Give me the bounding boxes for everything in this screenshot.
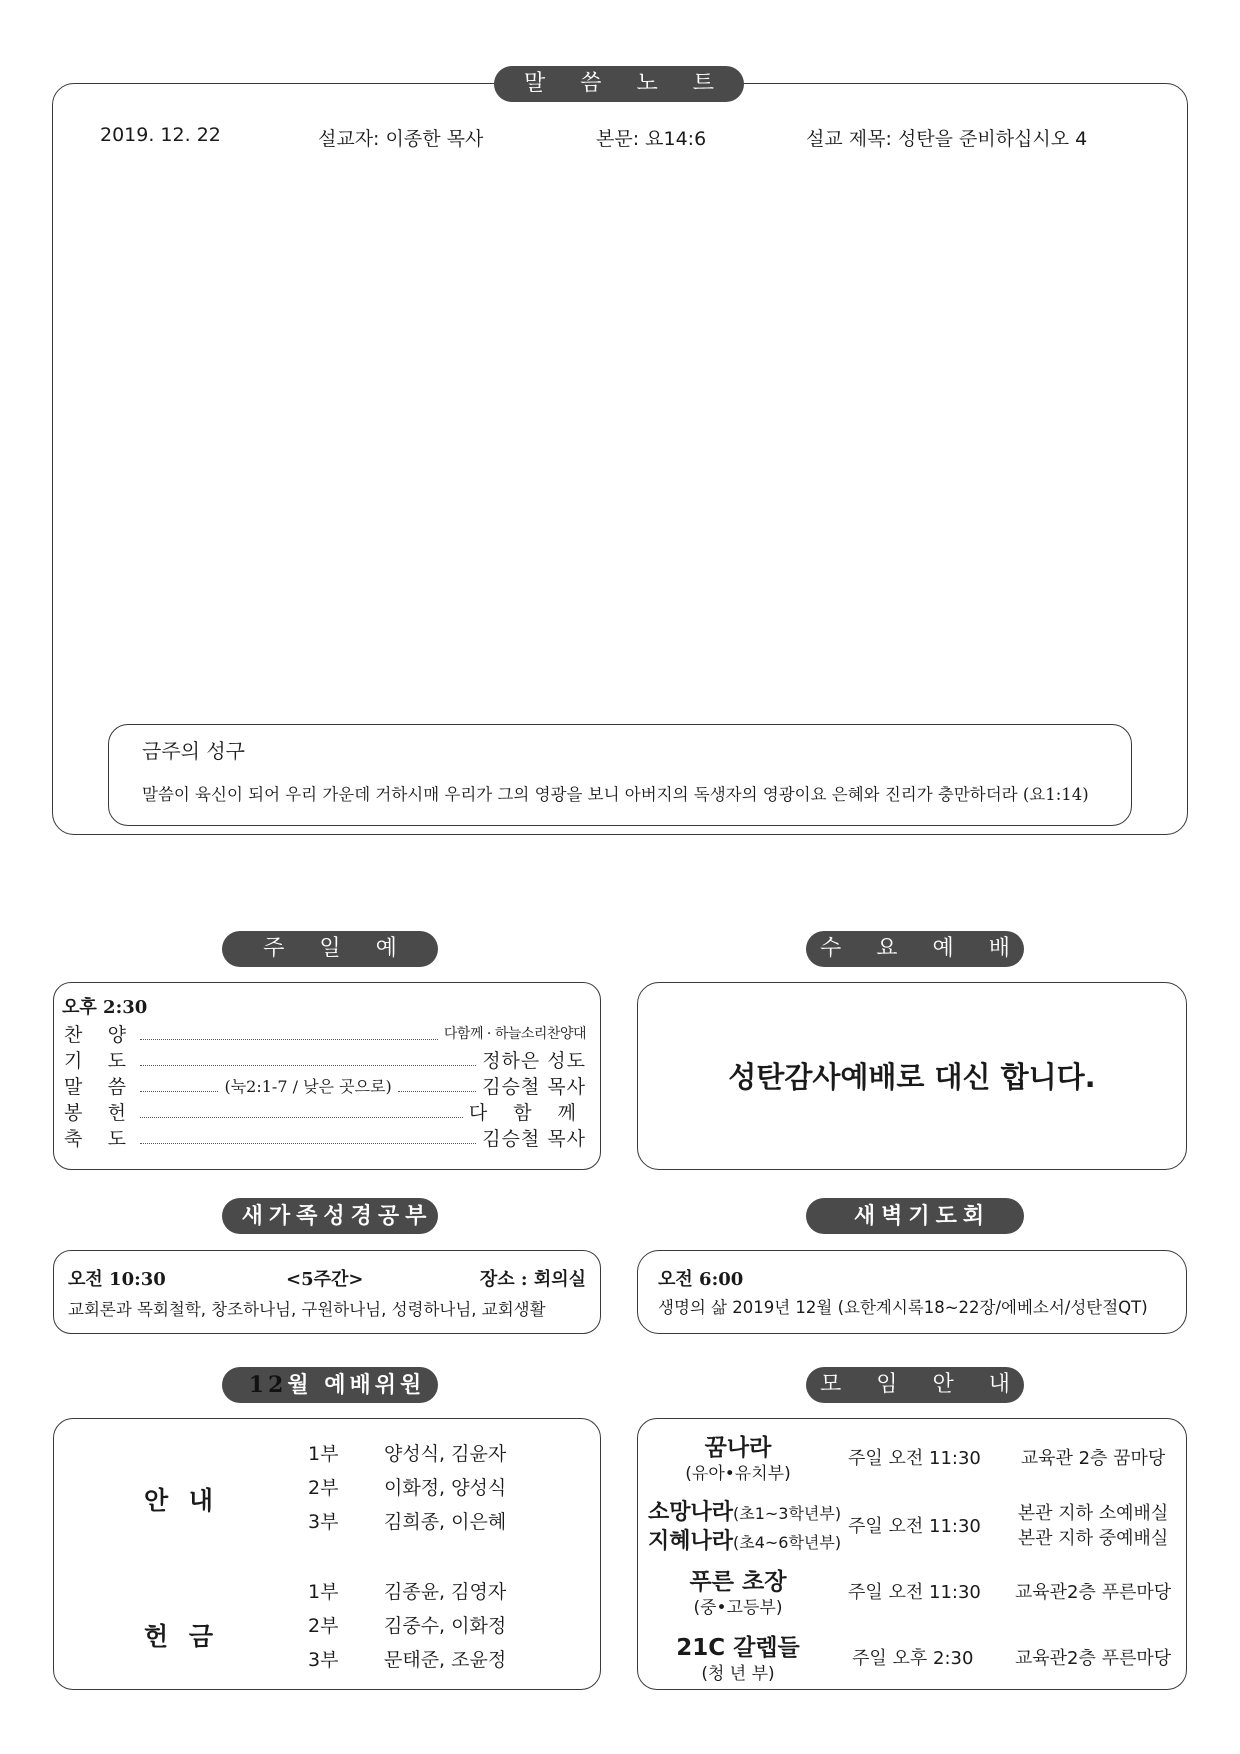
dawn-prayer-detail: 생명의 삶 2019년 12월 (요한계시록18~22장/에베소서/성탄절QT)	[658, 1298, 1148, 1317]
order-label	[64, 1046, 134, 1073]
sunday-service-box	[53, 982, 601, 1170]
order-value: 정하은 성도	[482, 1049, 586, 1072]
order-value: 다 함 께	[468, 1101, 586, 1124]
committee-title-text: 월 예배위원	[287, 1372, 426, 1398]
committee-names: 양성식, 김윤자	[384, 1443, 507, 1465]
committee-box	[53, 1418, 601, 1690]
committee-names: 이화정, 양성식	[384, 1477, 507, 1499]
committee-part: 1부	[308, 1443, 339, 1465]
order-label	[64, 1124, 134, 1151]
meeting-time: 주일 오전 11:30	[848, 1516, 981, 1537]
meeting-name	[648, 1524, 841, 1555]
meeting-row	[638, 1427, 1188, 1487]
committee-title-month: 12	[248, 1372, 288, 1398]
committee-names: 김종윤, 김영자	[384, 1581, 507, 1603]
committee-names: 김중수, 이화정	[384, 1615, 507, 1637]
family-study-topics: 교회론과 목회철학, 창조하나님, 구원하나님, 성령하나님, 교회생활	[68, 1300, 546, 1319]
leader-dots	[140, 1027, 438, 1040]
leader-dots	[140, 1079, 218, 1092]
order-label-char: 헌	[107, 1101, 126, 1124]
meeting-name-sub: (초4~6학년부)	[733, 1533, 842, 1552]
family-study-time: 오전 10:30	[68, 1269, 166, 1290]
sermon-date: 2019. 12. 22	[100, 124, 221, 146]
meeting-sub: (중•고등부)	[693, 1598, 783, 1618]
order-row	[64, 1073, 586, 1097]
committee-title	[222, 1367, 438, 1403]
order-label	[64, 1072, 134, 1099]
order-row	[64, 1021, 586, 1045]
committee-part: 2부	[308, 1477, 339, 1499]
order-value: 김승철 목사	[482, 1127, 586, 1150]
sermon-notes-box	[52, 83, 1188, 835]
sunday-service-time: 오후 2:30	[62, 997, 148, 1018]
order-label-char: 씀	[107, 1075, 126, 1098]
meetings-box	[637, 1418, 1187, 1690]
order-label-char: 말	[64, 1075, 83, 1098]
committee-group-name: 헌 금	[144, 1622, 220, 1651]
committee-group-name: 안 내	[144, 1486, 220, 1515]
committee-names: 김희종, 이은혜	[384, 1511, 507, 1533]
dawn-prayer-time: 오전 6:00	[658, 1269, 744, 1290]
weekly-verse-text: 말씀이 육신이 되어 우리 가운데 거하시매 우리가 그의 영광을 보니 아버지의 독생자의 영광이요 은혜와 진리가 충만하더라 (요1:14)	[142, 785, 1089, 804]
meeting-name-sub: (초1~3학년부)	[733, 1504, 842, 1523]
meeting-name: 푸른 초장	[689, 1569, 787, 1595]
meeting-place: 교육관 2층 꿈마당	[1020, 1448, 1166, 1469]
leader-dots	[140, 1105, 463, 1118]
committee-names: 문태준, 조윤정	[384, 1649, 507, 1671]
meeting-time: 주일 오후 2:30	[852, 1648, 974, 1669]
meeting-name: 21C 갈렙들	[676, 1635, 800, 1661]
leader-dots	[140, 1053, 476, 1066]
meeting-name	[648, 1495, 841, 1526]
weekly-verse-box	[108, 724, 1132, 826]
meeting-time: 주일 오전 11:30	[848, 1448, 981, 1469]
meeting-place: 본관 지하 중예배실	[1017, 1528, 1169, 1549]
meeting-sub: (유아•유치부)	[685, 1464, 791, 1484]
family-study-place: 장소 : 회의실	[479, 1269, 586, 1290]
family-study-box	[53, 1250, 601, 1334]
meeting-name-main: 소망나라	[648, 1500, 734, 1525]
meeting-time: 주일 오전 11:30	[848, 1582, 981, 1603]
dawn-prayer-box	[637, 1250, 1187, 1334]
order-label	[64, 1098, 134, 1125]
meetings-title: 모 임 안 내	[806, 1367, 1024, 1403]
order-label-char: 도	[107, 1049, 126, 1072]
leader-dots	[140, 1131, 476, 1144]
meeting-row	[638, 1627, 1188, 1687]
meeting-place: 교육관2층 푸른마당	[1014, 1582, 1172, 1603]
meeting-place: 본관 지하 소예배실	[1017, 1503, 1169, 1524]
meeting-sub: (청 년 부)	[701, 1664, 775, 1684]
wednesday-service-box	[637, 982, 1187, 1170]
order-label-char: 양	[107, 1023, 126, 1046]
wednesday-message: 성탄감사예배로 대신 합니다.	[728, 1060, 1096, 1094]
meeting-name: 꿈나라	[704, 1435, 772, 1461]
meeting-row	[638, 1561, 1188, 1621]
sermon-preacher: 설교자: 이종한 목사	[318, 128, 484, 150]
committee-part: 3부	[308, 1511, 339, 1533]
order-label-char: 봉	[64, 1101, 83, 1124]
sermon-text: 본문: 요14:6	[596, 128, 707, 150]
family-study-title: 새가족성경공부	[222, 1198, 438, 1234]
sermon-notes-title: 말 씀 노 트	[494, 66, 744, 102]
committee-part: 1부	[308, 1581, 339, 1603]
order-label-char: 도	[107, 1127, 126, 1150]
order-label-char: 찬	[64, 1023, 83, 1046]
meeting-place: 교육관2층 푸른마당	[1014, 1648, 1172, 1669]
meeting-name-main: 지혜나라	[648, 1529, 734, 1554]
wednesday-service-title: 수 요 예 배	[806, 931, 1024, 967]
family-study-duration: <5주간>	[286, 1269, 364, 1290]
order-row	[64, 1099, 586, 1123]
committee-part: 3부	[308, 1649, 339, 1671]
order-value: 김승철 목사	[482, 1075, 586, 1098]
order-row	[64, 1125, 586, 1149]
sunday-service-title: 주 일 예 배	[222, 931, 438, 967]
committee-part: 2부	[308, 1615, 339, 1637]
order-value: 다함께 · 하늘소리찬양대	[443, 1026, 586, 1042]
meeting-row	[638, 1495, 1188, 1555]
order-label-char: 축	[64, 1127, 83, 1150]
order-row	[64, 1047, 586, 1071]
sermon-title: 설교 제목: 성탄을 준비하십시오 4	[806, 128, 1088, 150]
order-label	[64, 1020, 134, 1047]
order-label-char: 기	[64, 1049, 83, 1072]
leader-dots	[398, 1079, 476, 1092]
dawn-prayer-title: 새벽기도회	[806, 1198, 1024, 1234]
weekly-verse-heading: 금주의 성구	[142, 739, 245, 763]
order-middle: (눅2:1-7 / 낮은 곳으로)	[224, 1076, 392, 1096]
